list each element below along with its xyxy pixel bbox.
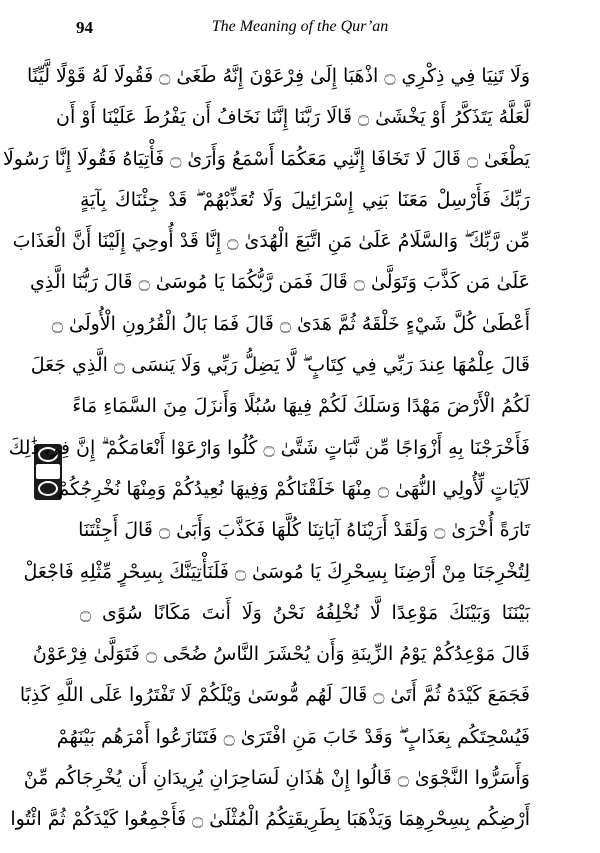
marker-bottom-oval [38,481,58,496]
arabic-text-block [2,56,530,841]
verse-line: بَيْنَنَا وَبَيْنَكَ مَوْعِدًا لَّا نُخْلِفُهُ نَحْنُ وَلَا أَنتَ مَكَانًا سُوًى ۝ [80,601,530,624]
verse-line: أَعْطَىٰ كُلَّ شَيْءٍ خَلْقَهُ ثُمَّ هَدَىٰ ۝ قَالَ فَمَا بَالُ الْقُرُونِ الْأُولَىٰ ۝ [51,312,530,335]
verse-line: أَرْضِكُم بِسِحْرِهِمَا وَيَذْهَبَا بِطَرِيقَتِكُمُ الْمُثْلَىٰ ۝ فَأَجْمِعُوا كَيْدَكُمْ ثُمَّ ائْتُوا [10,808,530,831]
verse-line: لَآيَاتٍ لِّأُولِي النُّهَىٰ ۝ مِنْهَا خَلَقْنَاكُمْ وَفِيهَا نُعِيدُكُمْ وَمِنْهَا نُخْرِجُكُمْ [57,477,530,500]
verse-line: لِتُخْرِجَنَا مِنْ أَرْضِنَا بِسِحْرِكَ يَا مُوسَىٰ ۝ فَلَنَأْتِيَنَّكَ بِسِحْرٍ مِّثْلِهِ فَاجْعَلْ [23,560,530,583]
verse-line: تَارَةً أُخْرَىٰ ۝ وَلَقَدْ أَرَيْنَاهُ آيَاتِنَا كُلَّهَا فَكَذَّبَ وَأَبَىٰ ۝ قَالَ أَجِئْتَنَا [78,519,530,542]
verse-line: قَالَ عِلْمُهَا عِندَ رَبِّي فِي كِتَابٍ ۖ لَّا يَضِلُّ رَبِّي وَلَا يَنسَى ۝ الَّذِي جَعَلَ [30,354,530,377]
page-title: The Meaning of the Qur’an [211,18,389,35]
page-header [0,18,600,44]
verse-line: عَلَىٰ مَن كَذَّبَ وَتَوَلَّىٰ ۝ قَالَ فَمَن رَّبُّكُمَا يَا مُوسَىٰ ۝ قَالَ رَبُّنَا الَّذِي [29,271,530,294]
verse-line: قَالَ مَوْعِدُكُمْ يَوْمُ الزِّينَةِ وَأَن يُحْشَرَ النَّاسُ ضُحًى ۝ فَتَوَلَّىٰ فِرْعَوْنُ [32,643,530,666]
page-number: 94 [76,18,93,37]
verse-line: رَبِّكَ فَأَرْسِلْ مَعَنَا بَنِي إِسْرَائِيلَ وَلَا تُعَذِّبْهُمْ ۖ قَدْ جِئْنَاكَ بِآيَةٍ [80,188,530,211]
verse-line: لَكُمُ الْأَرْضَ مَهْدًا وَسَلَكَ لَكُمْ فِيهَا سُبُلًا وَأَنزَلَ مِنَ السَّمَاءِ مَاءً [72,395,530,418]
verse-line: لَّعَلَّهُ يَتَذَكَّرُ أَوْ يَخْشَىٰ ۝ قَالَا رَبَّنَا إِنَّنَا نَخَافُ أَن يَفْرُطَ عَلَيْنَا أَوْ أَن [56,106,530,129]
verse-line: وَأَسَرُّوا النَّجْوَىٰ ۝ قَالُوا إِنْ هَٰذَانِ لَسَاحِرَانِ يُرِيدَانِ أَن يُخْرِجَاكُم مِّنْ [23,767,530,790]
verse-line: وَلَا تَنِيَا فِي ذِكْرِي ۝ اذْهَبَا إِلَىٰ فِرْعَوْنَ إِنَّهُ طَغَىٰ ۝ فَقُولَا لَهُ قَوْلًا لَّيِّنًا [26,65,530,87]
verse-line: فَيُسْحِتَكُم بِعَذَابٍ ۖ وَقَدْ خَابَ مَنِ افْتَرَىٰ ۝ فَتَنَازَعُوا أَمْرَهُم بَيْنَهُمْ [56,725,530,748]
verse-line: مِّن رَّبِّكَ ۖ وَالسَّلَامُ عَلَىٰ مَنِ اتَّبَعَ الْهُدَىٰ ۝ إِنَّا قَدْ أُوحِيَ إِلَيْنَا أَنَّ الْعَذَابَ [12,230,530,253]
verse-line: يَطْغَىٰ ۝ قَالَ لَا تَخَافَا إِنَّنِي مَعَكُمَا أَسْمَعُ وَأَرَىٰ ۝ فَأْتِيَاهُ فَقُولَا إِنَّا رَسُولَا [2,147,530,170]
verse-line: فَأَخْرَجْنَا بِهِ أَزْوَاجًا مِّن نَّبَاتٍ شَتَّىٰ ۝ كُلُوا وَارْعَوْا أَنْعَامَكُمْ ۗ إِنَّ فِي ذَٰلِكَ [8,436,530,459]
verse-line: فَجَمَعَ كَيْدَهُ ثُمَّ أَتَىٰ ۝ قَالَ لَهُم مُّوسَىٰ وَيْلَكُمْ لَا تَفْتَرُوا عَلَى اللَّهِ كَذِبًا [19,684,530,707]
